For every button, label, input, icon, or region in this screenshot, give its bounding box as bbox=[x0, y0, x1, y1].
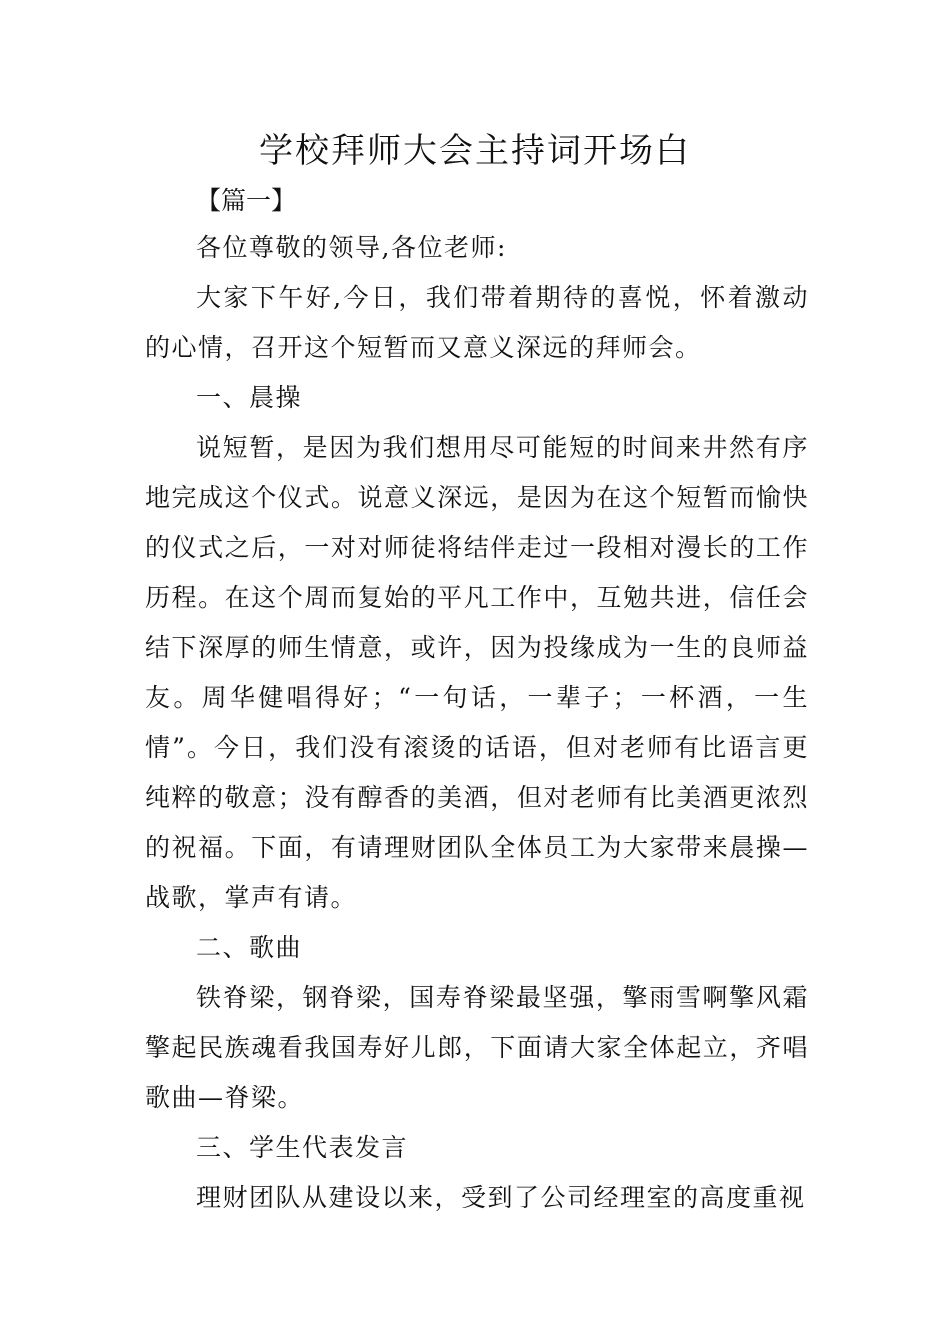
section-heading-student-speech: 三、学生代表发言 bbox=[196, 1133, 409, 1162]
document-body bbox=[145, 223, 809, 1223]
greeting-paragraph: 各位尊敬的领导,各位老师: bbox=[196, 233, 507, 262]
opening-paragraph: 大家下午好,今日，我们带着期待的喜悦，怀着激动的心情，召开这个短暂而又意义深远的拜师会。 bbox=[145, 283, 809, 362]
document-title: 学校拜师大会主持词开场白 bbox=[259, 131, 691, 171]
paragraph-student-speech: 理财团队从建设以来，受到了公司经理室的高度重视 bbox=[196, 1183, 806, 1212]
section-heading-song: 二、歌曲 bbox=[196, 933, 303, 962]
section-heading-morning-exercise: 一、晨操 bbox=[196, 383, 303, 412]
section-label: 【篇一】 bbox=[196, 186, 297, 215]
paragraph-song: 铁脊梁，钢脊梁，国寿脊梁最坚强，擎雨雪啊擎风霜擎起民族魂看我国寿好儿郎，下面请大家全体起立，齐唱歌曲—脊梁。 bbox=[145, 983, 809, 1112]
paragraph-morning-exercise: 说短暂，是因为我们想用尽可能短的时间来井然有序地完成这个仪式。说意义深远，是因为在这个短暂而愉快的仪式之后，一对对师徒将结伴走过一段相对漫长的工作历程。在这个周而复始的平凡工作中，互勉共进，信任会结下深厚的师生情意，或许，因为投缘成为一生的良师益友。周华健唱得好；“一句话，一辈子；一杯酒，一生情”。今日，我们没有滚烫的话语，但对老师有比语言更纯粹的敬意；没有醇香的美酒，但对老师有比美酒更浓烈的祝福。下面，有请理财团队全体员工为大家带来晨操—战歌，掌声有请。 bbox=[145, 433, 809, 912]
